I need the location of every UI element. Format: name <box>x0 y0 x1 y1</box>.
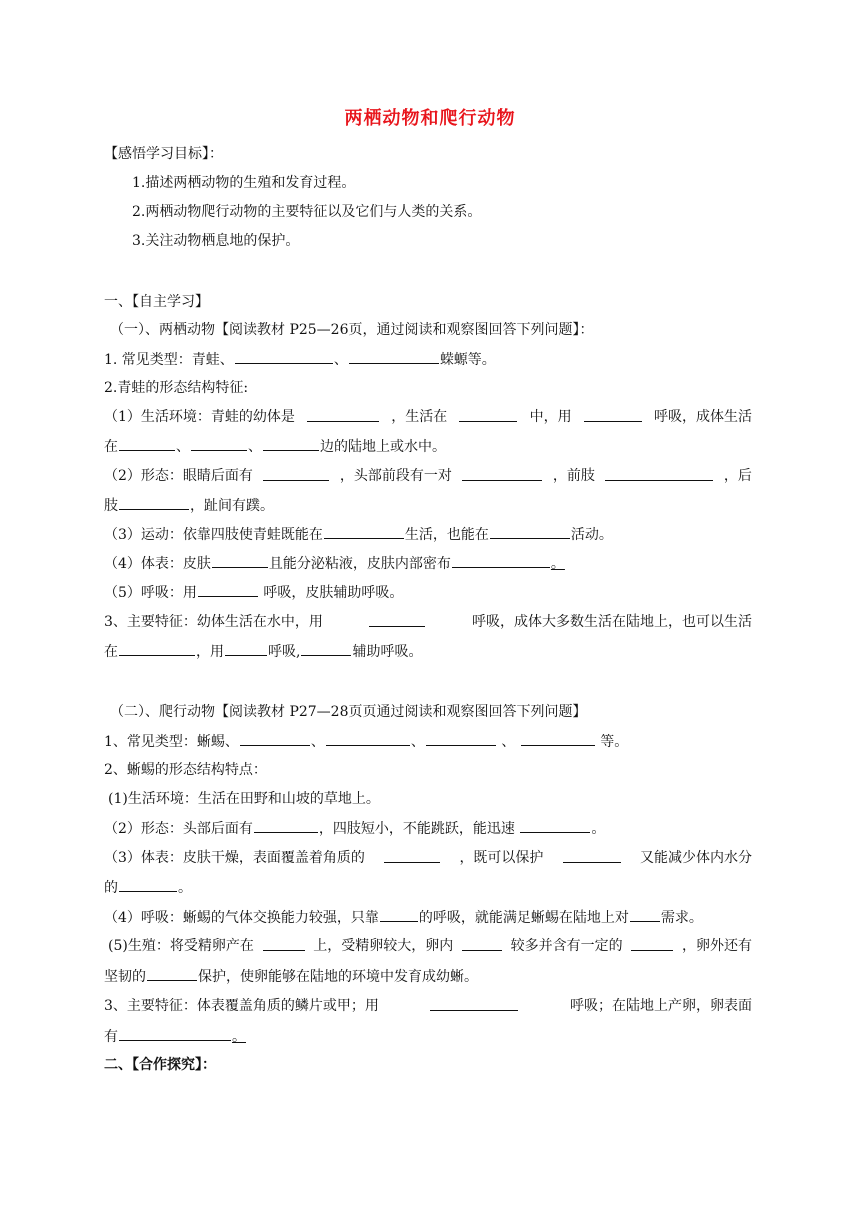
r2-1-line: (1)生活环境：生活在田野和山坡的草地上。 <box>108 791 380 807</box>
page-title: 两栖动物和爬行动物 <box>344 108 516 129</box>
answer-blank[interactable] <box>430 996 518 1011</box>
answer-blank[interactable] <box>584 407 642 422</box>
answer-blank[interactable] <box>630 907 660 922</box>
answer-blank[interactable] <box>380 907 418 922</box>
goal-item: 1.描述两栖动物的生殖和发育过程。 <box>132 175 356 191</box>
r2-3-line-cont: 的 。 <box>104 877 192 898</box>
q2-4-line: （4）体表：皮肤 且能分泌粘液，皮肤内部密布 。 <box>104 553 565 574</box>
q1-line: 1. 常见类型：青蛙、 、 蝾螈等。 <box>104 349 496 370</box>
answer-blank[interactable] <box>191 436 247 451</box>
answer-blank[interactable] <box>119 436 175 451</box>
q2-2-line-cont: 肢 ，趾间有蹼。 <box>104 495 274 516</box>
r1-line: 1、常见类型：蜥蜴、 、 、 、 等。 <box>104 731 628 752</box>
q3-line: 3、主要特征：幼体生活在水中，用 呼吸，成体大多数生活在陆地上，也可以生活 <box>104 614 752 630</box>
q2-line: 2.青蛙的形态结构特征: <box>104 380 249 396</box>
answer-blank[interactable] <box>605 466 713 481</box>
q3-line-cont: 在 ，用 呼吸, 辅助呼吸。 <box>104 641 422 662</box>
answer-blank[interactable] <box>119 877 177 892</box>
answer-blank[interactable] <box>240 731 310 746</box>
answer-blank[interactable] <box>212 553 268 568</box>
answer-blank[interactable] <box>521 731 595 746</box>
goals-header: 【感悟学习目标】： <box>104 146 223 162</box>
answer-blank[interactable] <box>452 553 550 568</box>
answer-blank[interactable] <box>520 818 590 833</box>
q2-3-line: （3）运动：依靠四肢使青蛙既能在 生活，也能在 活动。 <box>104 524 613 545</box>
answer-blank[interactable] <box>254 818 318 833</box>
section2-header: 二、【合作探究】： <box>104 1057 216 1073</box>
goal-item: 3.关注动物栖息地的保护。 <box>132 233 300 249</box>
r3-line: 3、主要特征：体表覆盖角质的鳞片或甲；用 呼吸；在陆地上产卵，卵表面 <box>104 998 752 1014</box>
answer-blank[interactable] <box>263 936 305 951</box>
answer-blank[interactable] <box>119 1026 231 1041</box>
answer-blank[interactable] <box>349 349 439 364</box>
answer-blank[interactable] <box>384 848 440 863</box>
r2-line: 2、蜥蜴的形态结构特点： <box>104 762 267 778</box>
answer-blank[interactable] <box>307 407 379 422</box>
answer-blank[interactable] <box>426 731 496 746</box>
reptile-header: （二）、爬行动物【阅读教材 P27—28页页通过阅读和观察图回答下列问题】 <box>110 704 587 720</box>
answer-blank[interactable] <box>198 582 258 597</box>
answer-blank[interactable] <box>563 848 621 863</box>
answer-blank[interactable] <box>225 641 267 656</box>
answer-blank[interactable] <box>326 731 410 746</box>
answer-blank[interactable] <box>631 936 673 951</box>
r2-5-line-cont: 坚韧的 保护，使卵能够在陆地的环境中发育成幼蜥。 <box>104 966 478 987</box>
answer-blank[interactable] <box>263 466 329 481</box>
q2-2-line: （2）形态：眼睛后面有 ，头部前段有一对 ，前肢 ，后 <box>104 468 752 484</box>
answer-blank[interactable] <box>301 641 351 656</box>
answer-blank[interactable] <box>119 641 195 656</box>
q2-1-line: （1）生活环境：青蛙的幼体是 ，生活在 中，用 呼吸，成体生活 <box>104 409 752 425</box>
r2-2-line: （2）形态：头部后面有 ，四肢短小，不能跳跃，能迅速 。 <box>104 818 605 839</box>
r3-line-cont: 有 。 <box>104 1026 246 1047</box>
answer-blank[interactable] <box>369 612 425 627</box>
r2-4-line: （4）呼吸：蜥蜴的气体交换能力较强，只靠 的呼吸，就能满足蜥蜴在陆地上对 需求。 <box>104 907 703 928</box>
answer-blank[interactable] <box>324 524 404 539</box>
q2-5-line: （5）呼吸：用 呼吸，皮肤辅助呼吸。 <box>104 582 403 603</box>
answer-blank[interactable] <box>490 524 570 539</box>
answer-blank[interactable] <box>462 466 542 481</box>
answer-blank[interactable] <box>462 936 502 951</box>
r2-5-line: (5)生殖：将受精卵产在 上，受精卵较大，卵内 较多并含有一定的 ，卵外还有 <box>108 938 752 954</box>
answer-blank[interactable] <box>459 407 517 422</box>
section1-header: 一、【自主学习】 <box>104 294 209 310</box>
q2-1-line-cont: 在 、 、 边的陆地上或水中。 <box>104 436 446 457</box>
answer-blank[interactable] <box>147 966 197 981</box>
r2-3-line: （3）体表：皮肤干燥，表面覆盖着角质的 ，既可以保护 又能减少体内水分 <box>104 850 752 866</box>
answer-blank[interactable] <box>119 495 189 510</box>
answer-blank[interactable] <box>263 436 319 451</box>
amphibian-header: （一）、两栖动物【阅读教材 P25—26页，通过阅读和观察图回答下列问题】： <box>110 322 594 338</box>
answer-blank[interactable] <box>235 349 333 364</box>
goal-item: 2.两栖动物爬行动物的主要特征以及它们与人类的关系。 <box>132 204 482 220</box>
